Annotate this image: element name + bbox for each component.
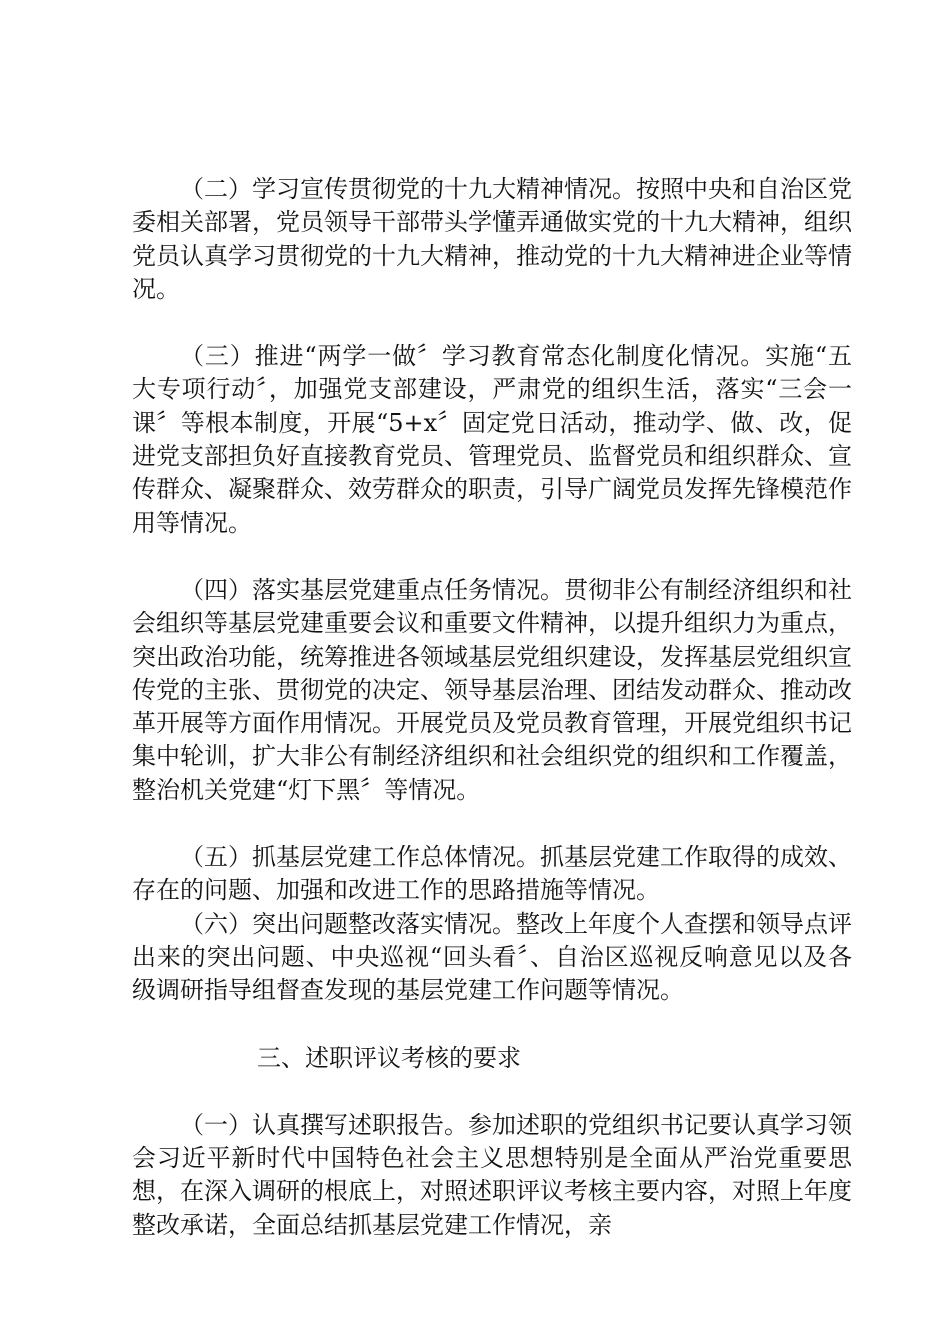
section-heading: 三、述职评议考核的要求 (257, 1043, 521, 1072)
paragraph-grassroots-key-tasks: （四）落实基层党建重点任务情况。贯彻非公有制经济组织和社会组织等基层党建重要会议和重要文件精神，以提升组织力为重点，突出政治功能，统筹推进各领域基层党组织建设，发挥基层党组织宣传党的主张、贯彻党的决定、领导基层治理、团结发动群众、推动改革开展等方面作用情况。开展党员及党员教育管理，开展党组织书记集中轮训，扩大非公有制经济组织和社会组织党的组织和工作覆盖，整治机关党建“灯下黑〞等情况。 (132, 575, 852, 804)
paragraph-study-19th-congress: （二）学习宣传贯彻党的十九大精神情况。按照中央和自治区党委相关部署，党员领导干部带头学懂弄通做实党的十九大精神，组织党员认真学习贯彻党的十九大精神，推动党的十九大精神进企业等情况。 (132, 175, 852, 303)
document-page (132, 173, 852, 1242)
paragraph-overall-situation: （五）抓基层党建工作总体情况。抓基层党建工作取得的成效、存在的问题、加强和改进工作的思路措施等情况。 (132, 843, 852, 905)
paragraph-two-studies-one-action: （三）推进“两学一做〞学习教育常态化制度化情况。实施“五大专项行动〞，加强党支部建设，严肃党的组织生活，落实“三会一课〞等根本制度，开展“5+x〞固定党日活动，推动学、做、改，促进党支部担负好直接教育党员、管理党员、监督党员和组织群众、宣传群众、凝聚群众、效劳群众的职责，引导广阔党员发挥先锋模范作用等情况。 (132, 342, 852, 537)
paragraph-rectification: （六）突出问题整改落实情况。整改上年度个人查摆和领导点评出来的突出问题、中央巡视“回头看〞、自治区巡视反响意见以及各级调研指导组督查发现的基层党建工作问题等情况。 (132, 909, 852, 1005)
paragraph-write-report: （一）认真撰写述职报告。参加述职的党组织书记要认真学习领会习近平新时代中国特色社会主义思想特别是全面从严治党重要思想，在深入调研的根底上，对照述职评议考核主要内容，对照上年度整改承诺，全面总结抓基层党建工作情况，亲 (132, 1110, 852, 1239)
